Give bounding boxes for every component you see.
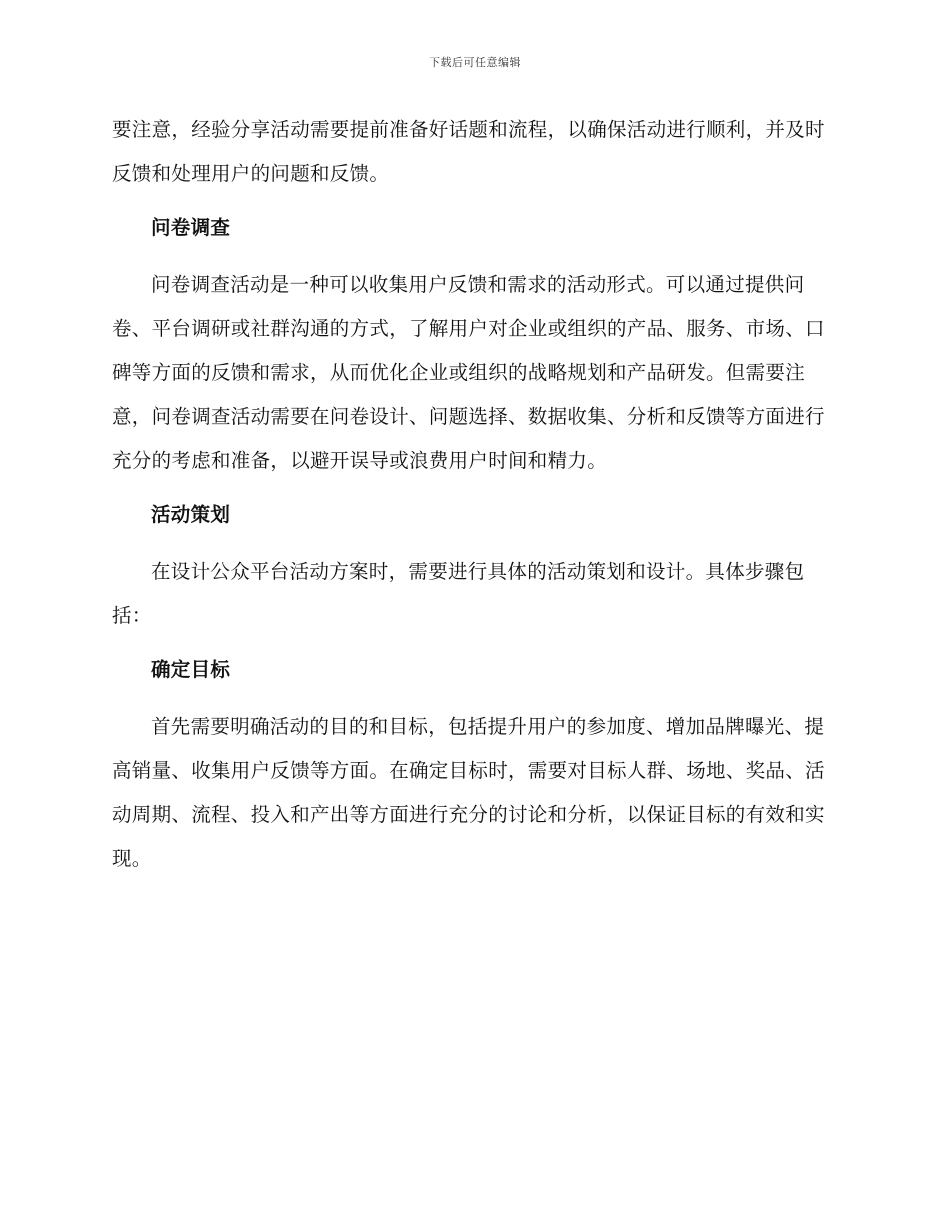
heading-questionnaire: 问卷调查 <box>151 216 231 239</box>
document-body <box>112 108 832 891</box>
paragraph-activity-planning: 在设计公众平台活动方案时，需要进行具体的活动策划和设计。具体步骤包括： <box>112 560 805 627</box>
heading-activity-planning: 活动策划 <box>151 503 231 526</box>
paragraph-questionnaire: 问卷调查活动是一种可以收集用户反馈和需求的活动形式。可以通过提供问卷、平台调研或社群沟通的方式，了解用户对企业或组织的产品、服务、市场、口碑等方面的反馈和需求，从而优化企业或组织的战略规划和产品研发。但需要注意，问卷调查活动需要在问卷设计、问题选择、数据收集、分析和反馈等方面进行充分的考虑和准备，以避开误导或浪费用户时间和精力。 <box>112 273 825 472</box>
heading-set-goals: 确定目标 <box>151 658 231 681</box>
paragraph-continuation: 要注意，经验分享活动需要提前准备好话题和流程，以确保活动进行顺利，并及时反馈和处理用户的问题和反馈。 <box>112 118 825 185</box>
paragraph-set-goals: 首先需要明确活动的目的和目标，包括提升用户的参加度、增加品牌曝光、提高销量、收集用户反馈等方面。在确定目标时，需要对目标人群、场地、奖品、活动周期、流程、投入和产出等方面进行充分的讨论和分析，以保证目标的有效和实现。 <box>112 715 825 870</box>
page-header: 下载后可任意编辑 <box>429 56 521 69</box>
